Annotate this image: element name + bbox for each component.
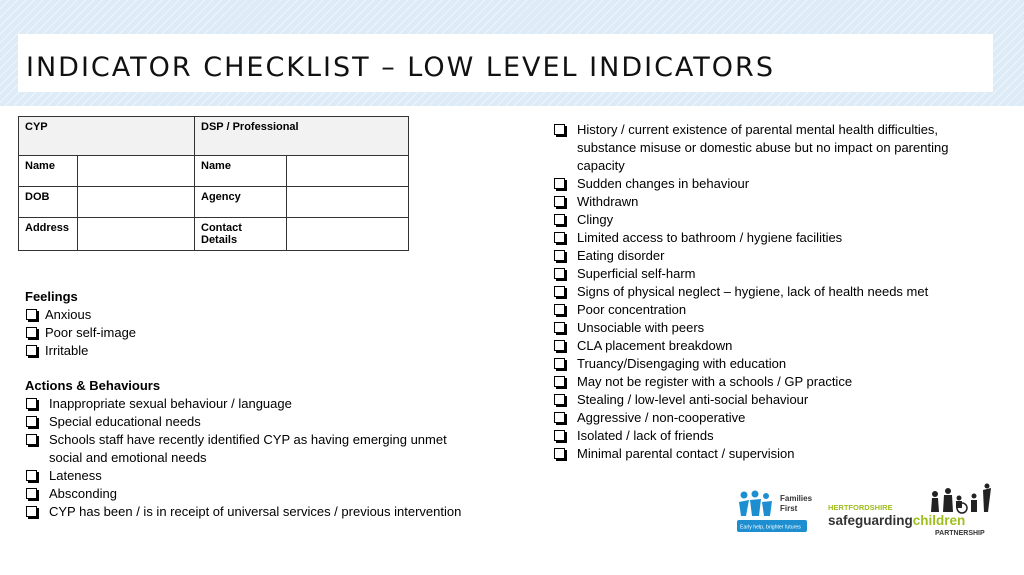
checklist-item[interactable]: Limited access to bathroom / hygiene facilities xyxy=(553,229,993,247)
actions-heading: Actions & Behaviours xyxy=(25,378,161,393)
checkbox-icon[interactable] xyxy=(554,448,565,459)
checkbox-icon[interactable] xyxy=(26,488,37,499)
svg-text:First: First xyxy=(780,504,798,513)
table-row xyxy=(19,117,409,156)
checkbox-icon[interactable] xyxy=(554,196,565,207)
checkbox-icon[interactable] xyxy=(26,309,37,320)
checklist-item[interactable]: Anxious xyxy=(25,306,325,324)
cyp-header: CYP xyxy=(19,117,195,156)
feelings-section xyxy=(25,288,325,360)
name-label-professional: Name xyxy=(195,156,287,187)
checklist-item[interactable]: Special educational needs xyxy=(25,413,475,431)
checkbox-icon[interactable] xyxy=(554,430,565,441)
checkbox-icon[interactable] xyxy=(26,434,37,445)
checkbox-icon[interactable] xyxy=(26,416,37,427)
checkbox-icon[interactable] xyxy=(554,304,565,315)
checklist-item[interactable]: Clingy xyxy=(553,211,993,229)
name-label: Name xyxy=(19,156,78,187)
checkbox-icon[interactable] xyxy=(554,322,565,333)
checklist-item[interactable]: Truancy/Disengaging with education xyxy=(553,355,993,373)
address-field[interactable] xyxy=(78,218,195,251)
checklist-item[interactable]: History / current existence of parental mental health difficulties, substance misuse or domestic abuse but no impact on parenting capacity xyxy=(553,121,993,175)
checkbox-icon[interactable] xyxy=(554,340,565,351)
svg-text:HERTFORDSHIRE: HERTFORDSHIRE xyxy=(828,503,893,512)
checklist-item[interactable]: May not be register with a schools / GP practice xyxy=(553,373,993,391)
checklist-item[interactable]: Aggressive / non-cooperative xyxy=(553,409,993,427)
checkbox-icon[interactable] xyxy=(554,178,565,189)
checklist-item[interactable]: Withdrawn xyxy=(553,193,993,211)
checklist-item[interactable]: Superficial self-harm xyxy=(553,265,993,283)
checkbox-icon[interactable] xyxy=(554,394,565,405)
checklist-item[interactable]: Lateness xyxy=(25,467,475,485)
checkbox-icon[interactable] xyxy=(554,250,565,261)
page-title: INDICATOR CHECKLIST – LOW LEVEL INDICATORS xyxy=(26,52,775,83)
checkbox-icon[interactable] xyxy=(554,268,565,279)
svg-text:Families: Families xyxy=(780,494,813,503)
agency-field[interactable] xyxy=(287,187,409,218)
checklist-item[interactable]: Inappropriate sexual behaviour / language xyxy=(25,395,475,413)
checklist-item[interactable]: Unsociable with peers xyxy=(553,319,993,337)
checklist-item[interactable]: Minimal parental contact / supervision xyxy=(553,445,993,463)
indicators-section xyxy=(553,121,993,463)
checkbox-icon[interactable] xyxy=(554,214,565,225)
checklist-item[interactable]: Stealing / low-level anti-social behaviour xyxy=(553,391,993,409)
svg-text:safeguardingchildren: safeguardingchildren xyxy=(828,513,966,528)
checkbox-icon[interactable] xyxy=(554,232,565,243)
checklist-item[interactable]: Poor concentration xyxy=(553,301,993,319)
checklist-item[interactable]: Isolated / lack of friends xyxy=(553,427,993,445)
cyp-name-field[interactable] xyxy=(78,156,195,187)
agency-label: Agency xyxy=(195,187,287,218)
checkbox-icon[interactable] xyxy=(554,286,565,297)
families-first-logo xyxy=(737,490,815,534)
table-row xyxy=(19,218,409,251)
dsp-header: DSP / Professional xyxy=(195,117,409,156)
address-label: Address xyxy=(19,218,78,251)
contact-details-label: Contact Details xyxy=(195,218,287,251)
checklist-item[interactable]: Absconding xyxy=(25,485,475,503)
checkbox-icon[interactable] xyxy=(554,124,565,135)
checklist-item[interactable]: CYP has been / is in receipt of universal services / previous intervention xyxy=(25,503,475,521)
table-row xyxy=(19,187,409,218)
svg-text:Early help, brighter futures: Early help, brighter futures xyxy=(740,524,801,531)
professional-name-field[interactable] xyxy=(287,156,409,187)
checkbox-icon[interactable] xyxy=(554,412,565,423)
checkbox-icon[interactable] xyxy=(554,358,565,369)
checkbox-icon[interactable] xyxy=(26,345,37,356)
checklist-item[interactable]: Sudden changes in behaviour xyxy=(553,175,993,193)
checklist-item[interactable]: Signs of physical neglect – hygiene, lack of health needs met xyxy=(553,283,993,301)
checkbox-icon[interactable] xyxy=(26,506,37,517)
dob-label: DOB xyxy=(19,187,78,218)
feelings-heading: Feelings xyxy=(25,289,78,304)
safeguarding-partnership-logo xyxy=(826,482,996,538)
svg-text:PARTNERSHIP: PARTNERSHIP xyxy=(935,530,985,537)
checkbox-icon[interactable] xyxy=(554,376,565,387)
checkbox-icon[interactable] xyxy=(26,327,37,338)
checkbox-icon[interactable] xyxy=(26,398,37,409)
checklist-item[interactable]: Eating disorder xyxy=(553,247,993,265)
table-row xyxy=(19,156,409,187)
checklist-item[interactable]: Irritable xyxy=(25,342,325,360)
dob-field[interactable] xyxy=(78,187,195,218)
contact-details-field[interactable] xyxy=(287,218,409,251)
title-box xyxy=(18,34,993,92)
checklist-item[interactable]: CLA placement breakdown xyxy=(553,337,993,355)
checklist-item[interactable]: Poor self-image xyxy=(25,324,325,342)
checkbox-icon[interactable] xyxy=(26,470,37,481)
info-table xyxy=(18,116,409,251)
checklist-item[interactable]: Schools staff have recently identified CYP as having emerging unmet social and emotional needs xyxy=(25,431,475,467)
actions-section xyxy=(25,377,475,521)
